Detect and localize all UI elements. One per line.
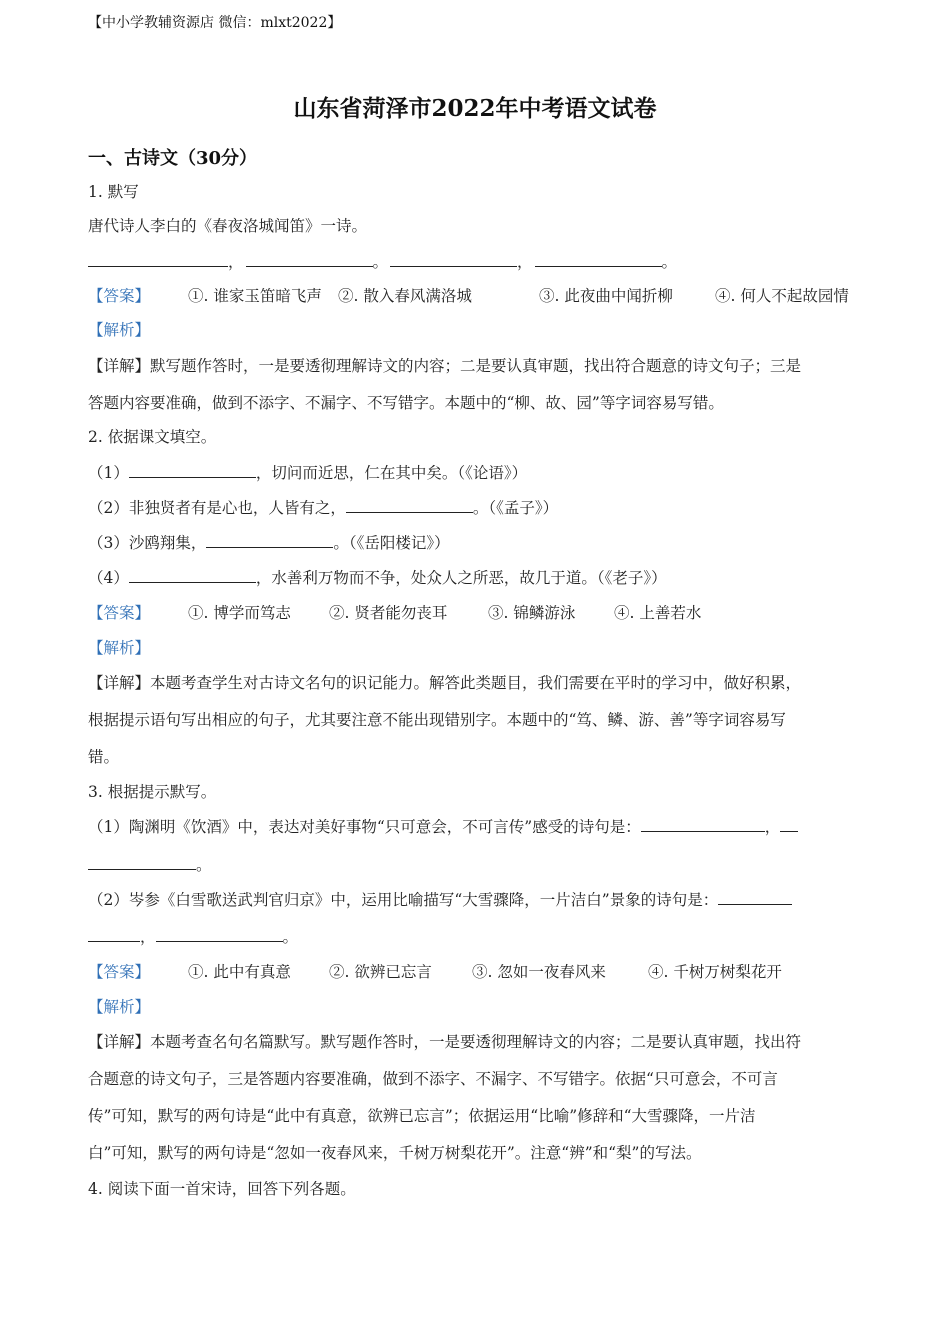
q3-detail-line: 白”可知，默写的两句诗是“忽如一夜春风来，千树万树梨花开”。注意“辨”和“梨”的写法。: [88, 1144, 702, 1162]
answer-item: ④. 上善若水: [614, 604, 702, 622]
answer-blank: [206, 531, 333, 548]
q3-item-cont: [88, 925, 298, 949]
item-text: 。: [282, 928, 299, 946]
separator: 。: [372, 253, 389, 271]
answer-blank: [390, 250, 517, 267]
answer-item: ③. 此夜曲中闻折柳: [539, 287, 673, 305]
item-number: （4）: [88, 569, 129, 587]
item-text: ，: [764, 818, 781, 836]
answer-item: ④. 何人不起故园情: [715, 287, 849, 305]
answer-item: ①. 谁家玉笛暗飞声: [188, 287, 322, 305]
answer-blank: [88, 925, 140, 942]
q1-blanks: [88, 250, 677, 274]
item-text: （2）非独贤者有是心也，人皆有之，: [88, 499, 346, 517]
answer-blank: [780, 815, 798, 832]
answer-blank: [88, 853, 196, 870]
q2-heading: 2. 依据课文填空。: [88, 428, 217, 446]
q3-item: [88, 815, 798, 839]
answer-item: ①. 博学而笃志: [188, 604, 291, 622]
q3-item-cont: [88, 853, 212, 877]
q1-answer-row: [88, 284, 849, 308]
q2-item: [88, 566, 667, 590]
answer-item: ②. 贤者能勿丧耳: [329, 604, 448, 622]
q1-heading: 1. 默写: [88, 183, 139, 201]
answer-label: 【答案】: [88, 287, 151, 305]
answer-label: 【答案】: [88, 963, 151, 981]
section-heading: 一、古诗文（30分）: [88, 148, 258, 169]
answer-blank: [718, 888, 792, 905]
answer-blank: [246, 250, 373, 267]
analysis-label: 【解析】: [88, 639, 151, 657]
analysis-label: 【解析】: [88, 321, 151, 339]
answer-blank: [346, 496, 473, 513]
q2-detail-line: 【详解】本题考查学生对古诗文名句的识记能力。解答此类题目，我们需要在平时的学习中，做好积累，: [88, 674, 802, 692]
item-text: （1）陶渊明《饮酒》中，表达对美好事物“只可意会，不可言传”感受的诗句是：: [88, 818, 641, 836]
q3-detail-line: 【详解】本题考查名句名篇默写。默写题作答时，一是要透彻理解诗文的内容；二是要认真审题，找出符: [88, 1033, 802, 1051]
answer-blank: [129, 566, 256, 583]
q1-stem: 唐代诗人李白的《春夜洛城闻笛》一诗。: [88, 217, 368, 235]
q3-answer-row: [88, 960, 782, 984]
item-number: （1）: [88, 464, 129, 482]
item-text: ，切问而近思，仁在其中矣。（《论语》）: [255, 464, 528, 482]
q2-detail-line: 根据提示语句写出相应的句子，尤其要注意不能出现错别字。本题中的“笃、鳞、游、善”等字词容易写: [88, 711, 786, 729]
page-title: 山东省菏泽市2022年中考语文试卷: [293, 95, 657, 122]
header-note: 【中小学教辅资源店 微信：mlxt2022】: [88, 15, 342, 31]
answer-label: 【答案】: [88, 604, 151, 622]
analysis-label: 【解析】: [88, 998, 151, 1016]
separator: 。: [661, 253, 678, 271]
item-text: ，: [140, 928, 156, 946]
q2-item: [88, 531, 450, 555]
q1-detail-line: 【详解】默写题作答时，一是要透彻理解诗文的内容；二是要认真审题，找出符合题意的诗文句子；三是: [88, 357, 802, 375]
answer-item: ②. 欲辨已忘言: [329, 963, 432, 981]
item-text: （2）岑参《白雪歌送武判官归京》中，运用比喻描写“大雪骤降，一片洁白”景象的诗句是：: [88, 891, 719, 909]
answer-item: ②. 散入春风满洛城: [338, 287, 472, 305]
item-text: （3）沙鸥翔集，: [88, 534, 207, 552]
answer-blank: [156, 925, 283, 942]
q2-item: [88, 496, 558, 520]
q3-detail-line: 传”可知，默写的两句诗是“此中有真意，欲辨已忘言”；依据运用“比喻”修辞和“大雪骤降，一片洁: [88, 1107, 756, 1125]
q2-answer-row: [88, 601, 701, 625]
q1-detail-line: 答题内容要准确，做到不添字、不漏字、不写错字。本题中的“柳、故、园”等字词容易写错。: [88, 394, 724, 412]
answer-item: ③. 忽如一夜春风来: [472, 963, 606, 981]
q2-detail-line: 错。: [88, 748, 120, 766]
q3-item: [88, 888, 792, 912]
separator: ，: [228, 253, 244, 271]
answer-blank: [535, 250, 662, 267]
answer-item: ①. 此中有真意: [188, 963, 291, 981]
answer-blank: [641, 815, 765, 832]
answer-blank: [88, 250, 228, 267]
item-text: 。: [196, 856, 212, 874]
q3-detail-line: 合题意的诗文句子，三是答题内容要准确，做到不添字、不漏字、不写错字。依据“只可意会，不可言: [88, 1070, 778, 1088]
item-text: 。（《岳阳楼记》）: [333, 534, 450, 552]
answer-item: ④. 千树万树梨花开: [648, 963, 782, 981]
answer-blank: [129, 461, 256, 478]
answer-item: ③. 锦鳞游泳: [488, 604, 576, 622]
q2-item: [88, 461, 527, 485]
q3-heading: 3. 根据提示默写。: [88, 783, 217, 801]
q4-heading: 4. 阅读下面一首宋诗，回答下列各题。: [88, 1180, 356, 1198]
separator: ，: [517, 253, 533, 271]
item-text: ，水善利万物而不争，处众人之所恶，故几于道。（《老子》）: [255, 569, 667, 587]
item-text: 。（《孟子》）: [472, 499, 559, 517]
